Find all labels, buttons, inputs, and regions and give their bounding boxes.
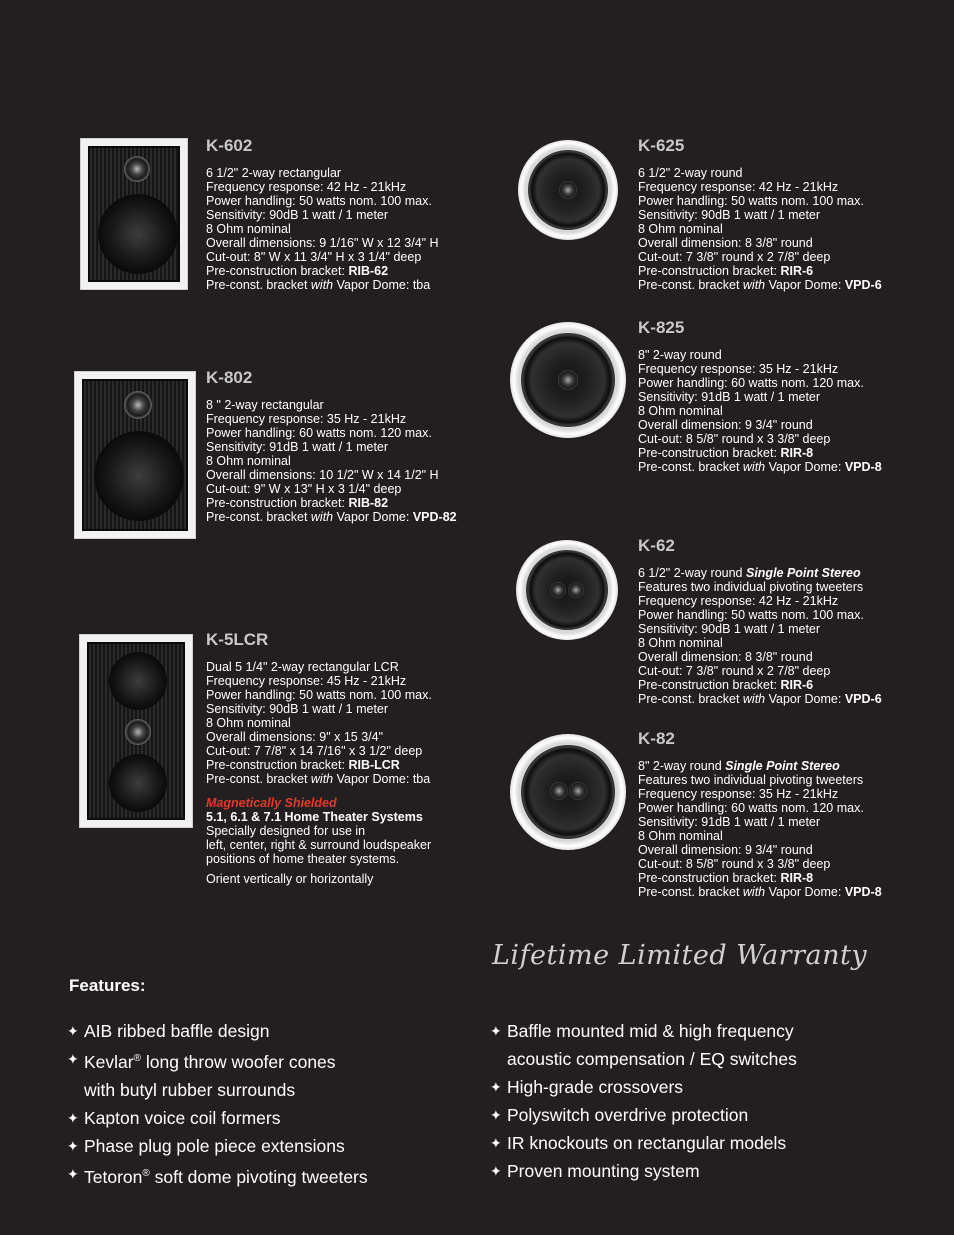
spec-line: Frequency response: 42 Hz - 21kHz [638,180,839,194]
product-k62 [638,536,882,706]
vapor-dome-line: Pre-const. bracket with Vapor Dome: VPD-82 [206,510,457,524]
k5lcr-speaker-image [79,634,193,828]
desc-line: positions of home theater systems. [206,852,400,866]
feature-item: ✦ Kevlar® long throw woofer cones [68,1045,368,1076]
features-list-left [68,1017,368,1191]
k825-speaker-image [510,322,626,438]
desc-line: Specially designed for use in [206,824,366,838]
model-name: K-625 [638,136,685,155]
model-name: K-82 [638,729,675,748]
bracket-line: Pre-construction bracket: RIR-8 [638,446,814,460]
k62-speaker-image [516,540,618,640]
bracket-line: Pre-construction bracket: RIR-8 [638,871,814,885]
star-bullet-icon: ✦ [490,1135,502,1151]
spec-line: Frequency response: 45 Hz - 21kHz [206,674,407,688]
spec-line: Frequency response: 35 Hz - 21kHz [638,362,839,376]
spec-line: 6 1/2" 2-way rectangular [206,166,342,180]
spec-line: Power handling: 50 watts nom. 100 max. [206,688,432,702]
orientation-note: Orient vertically or horizontally [206,872,374,886]
star-bullet-icon: ✦ [490,1107,502,1123]
vapor-dome-line: Pre-const. bracket with Vapor Dome: VPD-6 [638,692,882,706]
desc-line: left, center, right & surround loudspeaker [206,838,432,852]
spec-line: 6 1/2" 2-way round Single Point Stereo [638,566,861,580]
spec-line: Features two individual pivoting tweeters [638,580,864,594]
spec-line: Frequency response: 35 Hz - 21kHz [206,412,407,426]
spec-line: Frequency response: 42 Hz - 21kHz [638,594,839,608]
vapor-dome-line: Pre-const. bracket with Vapor Dome: VPD-8 [638,460,882,474]
magnetically-shielded-note: Magnetically Shielded [206,796,337,810]
spec-line: Sensitivity: 90dB 1 watt / 1 meter [206,208,389,222]
spec-line: 8 Ohm nominal [638,404,723,418]
k802-speaker-image [74,371,196,539]
spec-line: Overall dimension: 8 3/8" round [638,236,813,250]
spec-line: Sensitivity: 90dB 1 watt / 1 meter [206,702,389,716]
model-name: K-62 [638,536,675,555]
features-heading: Features: [69,976,146,995]
product-k825 [638,318,882,474]
feature-item: ✦ Polyswitch overdrive protection [491,1101,797,1129]
spec-line: Power handling: 60 watts nom. 120 max. [638,801,864,815]
model-name: K-825 [638,318,685,337]
vapor-dome-line: Pre-const. bracket with Vapor Dome: VPD-8 [638,885,882,899]
spec-line: Frequency response: 42 Hz - 21kHz [206,180,407,194]
k625-speaker-image [518,140,618,240]
spec-line: Cut-out: 8" W x 11 3/4" H x 3 1/4" deep [206,250,422,264]
star-bullet-icon: ✦ [67,1109,79,1126]
spec-line: Overall dimension: 9 3/4" round [638,843,813,857]
spec-line: Sensitivity: 91dB 1 watt / 1 meter [206,440,389,454]
spec-line: 8 Ohm nominal [206,716,291,730]
spec-line: 8 Ohm nominal [638,636,723,650]
spec-line: Sensitivity: 90dB 1 watt / 1 meter [638,622,821,636]
bracket-line: Pre-construction bracket: RIR-6 [638,678,814,692]
spec-line: Overall dimensions: 9 1/16" W x 12 3/4" H [206,236,439,250]
spec-line: 8 Ohm nominal [638,829,723,843]
feature-item: ✦ Baffle mounted mid & high frequency [491,1017,797,1045]
k602-speaker-image [80,138,188,290]
speaker-grille [82,379,188,531]
star-bullet-icon: ✦ [67,1137,79,1154]
home-theater-systems-note: 5.1, 6.1 & 7.1 Home Theater Systems [206,810,423,824]
feature-item: ✦ AIB ribbed baffle design [68,1017,368,1045]
model-name: K-5LCR [206,630,269,649]
spec-line: Cut-out: 8 5/8" round x 3 3/8" deep [638,857,831,871]
spec-line: Power handling: 50 watts nom. 100 max. [638,194,864,208]
bracket-line: Pre-construction bracket: RIR-6 [638,264,814,278]
product-k802 [206,368,457,524]
spec-line: Cut-out: 8 5/8" round x 3 3/8" deep [638,432,831,446]
spec-line: Power handling: 60 watts nom. 120 max. [206,426,432,440]
vapor-dome-line: Pre-const. bracket with Vapor Dome: tba [206,772,431,786]
feature-item: ✦ Proven mounting system [491,1157,797,1185]
spec-line: Sensitivity: 91dB 1 watt / 1 meter [638,815,821,829]
spec-line: 8 Ohm nominal [206,454,291,468]
spec-line: Sensitivity: 90dB 1 watt / 1 meter [638,208,821,222]
vapor-dome-line: Pre-const. bracket with Vapor Dome: tba [206,278,431,292]
feature-continuation: acoustic compensation / EQ switches [507,1049,797,1069]
spec-line: Cut-out: 7 3/8" round x 2 7/8" deep [638,664,831,678]
model-name: K-602 [206,136,253,155]
spec-line: Features two individual pivoting tweeters [638,773,864,787]
spec-line: 8 Ohm nominal [206,222,291,236]
bracket-line: Pre-construction bracket: RIB-62 [206,264,389,278]
star-bullet-icon: ✦ [67,1051,79,1067]
speaker-grille [88,146,180,282]
spec-line: 8 " 2-way rectangular [206,398,324,412]
star-bullet-icon: ✦ [67,1165,79,1182]
star-bullet-icon: ✦ [490,1079,502,1095]
product-k5lcr [206,630,432,886]
spec-line: Power handling: 50 watts nom. 100 max. [206,194,432,208]
spec-line: 8" 2-way round [638,348,722,362]
star-bullet-icon: ✦ [490,1163,502,1179]
feature-item: ✦ High-grade crossovers [491,1073,797,1101]
k82-speaker-image [510,734,626,850]
warranty-title: Lifetime Limited Warranty [492,940,868,971]
spec-line: Overall dimensions: 10 1/2" W x 14 1/2" H [206,468,439,482]
spec-line: Overall dimensions: 9" x 15 3/4" [206,730,384,744]
spec-line: 6 1/2" 2-way round [638,166,743,180]
spec-line: Cut-out: 7 7/8" x 14 7/16" x 3 1/2" deep [206,744,423,758]
spec-line: Sensitivity: 91dB 1 watt / 1 meter [638,390,821,404]
feature-item: ✦ Tetoron® soft dome pivoting tweeters [68,1160,368,1191]
spec-line: Frequency response: 35 Hz - 21kHz [638,787,839,801]
features-list-right [491,1017,797,1185]
spec-line: Cut-out: 9" W x 13" H x 3 1/4" deep [206,482,402,496]
bracket-line: Pre-construction bracket: RIB-LCR [206,758,400,772]
star-bullet-icon: ✦ [490,1023,502,1039]
star-bullet-icon: ✦ [67,1023,79,1039]
spec-line: 8 Ohm nominal [638,222,723,236]
vapor-dome-line: Pre-const. bracket with Vapor Dome: VPD-6 [638,278,882,292]
feature-item: ✦ IR knockouts on rectangular models [491,1129,797,1157]
feature-item: ✦ Kapton voice coil formers [68,1104,368,1132]
speaker-grille [87,642,185,820]
bracket-line: Pre-construction bracket: RIB-82 [206,496,389,510]
spec-line: 8" 2-way round Single Point Stereo [638,759,840,773]
feature-continuation: with butyl rubber surrounds [84,1079,296,1100]
spec-line: Dual 5 1/4" 2-way rectangular LCR [206,660,399,674]
spec-line: Overall dimension: 8 3/8" round [638,650,813,664]
feature-item: ✦ Phase plug pole piece extensions [68,1132,368,1160]
product-k82 [638,729,882,899]
spec-line: Power handling: 50 watts nom. 100 max. [638,608,864,622]
product-k625 [638,136,882,292]
product-k602 [206,136,439,292]
model-name: K-802 [206,368,253,387]
spec-line: Power handling: 60 watts nom. 120 max. [638,376,864,390]
spec-line: Overall dimension: 9 3/4" round [638,418,813,432]
spec-line: Cut-out: 7 3/8" round x 2 7/8" deep [638,250,831,264]
